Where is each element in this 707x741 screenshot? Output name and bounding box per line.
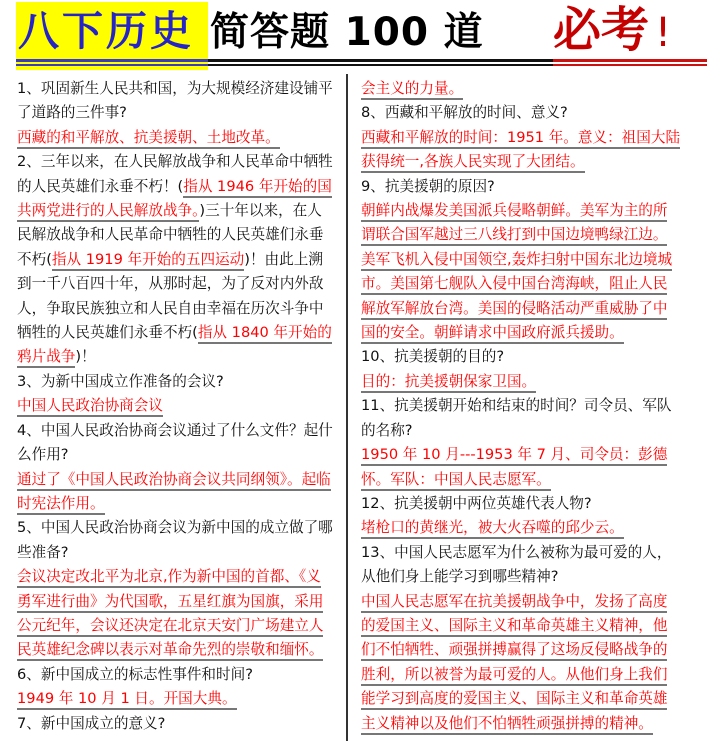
title-underline [553, 64, 707, 66]
answer-text: 朝鲜内战爆发美国派兵侵略朝鲜。美军为主的所谓联合国军越过三八线打到中国边境鸭绿江边。美军飞机入侵中国领空,轰炸扫射中国东北边境城市。美国第七舰队入侵中国台湾海峡，阻止人民解放军解放台湾。美国的侵略活动严重威胁了中国的安全。朝鲜请求中国政府派兵援助。 [361, 202, 672, 344]
question-4 [17, 419, 335, 517]
question-5 [17, 516, 335, 662]
title-underline [208, 59, 553, 62]
question-text: )！由此上溯到一千八百四十年，从那时起，为了反对内外敌人，争取民族独立和人民自由幸福在历次斗争中牺牲的人民英雄们永垂不朽( [17, 250, 324, 342]
answer-note: 指从 1919 年开始的五四运动 [52, 251, 244, 271]
answer-text: 中国人民政治协商会议 [17, 397, 163, 417]
right-column [361, 77, 681, 736]
question-text: 9、抗美援朝的原因? [361, 177, 495, 195]
answer-text: 1949 年 10 月 1 日。开国大典。 [17, 690, 237, 710]
page-header [0, 0, 707, 72]
answer-text: 会议决定改北平为北京,作为新中国的首都、《义勇军进行曲》为代国歌，五星红旗为国旗，采用公元纪年，会议还决定在北京天安门广场建立人民英雄纪念碑以表示对革命先烈的崇敬和缅怀。 [17, 568, 323, 661]
question-text: )三十年以来，在人民解放战争和人民革命中牺牲的人民英雄们永垂不朽( [17, 202, 324, 268]
question-10 [361, 345, 681, 394]
answer-text: 1950 年 10 月---1953 年 7 月、司令员：彭德怀。军队：中国人民志愿军。 [361, 446, 667, 490]
question-text: 3、为新中国成立作准备的会议? [17, 372, 224, 390]
question-12 [361, 492, 681, 541]
question-text: 4、中国人民政治协商会议通过了什么文件？起什么作用? [17, 421, 333, 464]
question-text: 8、西藏和平解放的时间、意义? [361, 104, 568, 122]
question-text: 10、抗美援朝的目的? [361, 348, 505, 366]
question-text: 1、巩固新生人民共和国，为大规模经济建设铺平了道路的三件事? [17, 80, 333, 122]
answer-note: 指从 1840 年开始的鸦片战争 [17, 324, 332, 368]
question-text: 13、中国人民志愿军为什么被称为最可爱的人，从他们身上能学习到哪些精神? [361, 543, 672, 586]
answer-text: 西藏和平解放的时间：1951 年。意义：祖国大陆获得统一,各族人民实现了大团结。 [361, 129, 680, 173]
answer-text: 通过了《中国人民政治协商会议共同纲领》。起临时宪法作用。 [17, 471, 331, 515]
answer-text: 中国人民志愿军在抗美援朝战争中，发扬了高度的爱国主义、国际主义和革命英雄主义精神，他们不怕牺牲、顽强拼搏赢得了这场反侵略战争的胜利，所以被誉为最可爱的人。从他们身上我们能学习到高度的爱国主义、国际主义和革命英雄主义精神以及他们不怕牺牲顽强拼搏的精神。 [361, 593, 667, 735]
question-text: 6、新中国成立的标志性事件和时间? [17, 665, 253, 683]
exclamation-mark: ! [655, 10, 672, 56]
question-text: 11、抗美援朝开始和结束的时间？司令员、军队的名称? [361, 397, 672, 439]
question-8 [361, 101, 681, 174]
title-underline [16, 64, 208, 66]
question-7 [17, 712, 335, 736]
question-text: 12、抗美援朝中两位英雄代表人物? [361, 494, 592, 512]
title-underline [208, 64, 553, 66]
title-main: 简答题 100 道 [210, 10, 484, 55]
answer-text: 堵枪口的黄继光，被大火吞噬的邱少云。 [361, 519, 624, 539]
question-7-continued [361, 77, 681, 101]
title-must-test [553, 2, 671, 61]
title-subject: 八下历史 [18, 7, 194, 55]
title-underline [16, 59, 208, 62]
question-text: 7、新中国成立的意义? [17, 714, 166, 732]
question-text: )！ [75, 348, 96, 366]
answer-text: 会主义的力量。 [361, 80, 463, 100]
question-1 [17, 77, 335, 150]
question-text: 5、中国人民政治协商会议为新中国的成立做了哪些准备? [17, 519, 333, 561]
answer-text: 目的：抗美援朝保家卫国。 [361, 373, 536, 393]
answer-note: 指从 1946 年开始的国共两党进行的人民解放战争。 [17, 178, 332, 222]
title-underline [553, 59, 707, 62]
question-11 [361, 394, 681, 492]
question-6 [17, 663, 335, 712]
question-2 [17, 150, 335, 370]
left-column [17, 77, 335, 736]
question-13 [361, 541, 681, 736]
answer-text: 西藏的和平解放、抗美援朝、土地改革。 [17, 129, 280, 149]
title-must-test-text: 必考 [553, 2, 650, 58]
question-3 [17, 370, 335, 419]
question-9 [361, 175, 681, 346]
question-text: 2、三年以来，在人民解放战争和人民革命中牺牲的人民英雄们永垂不朽！( [17, 153, 333, 195]
column-divider [346, 74, 348, 741]
